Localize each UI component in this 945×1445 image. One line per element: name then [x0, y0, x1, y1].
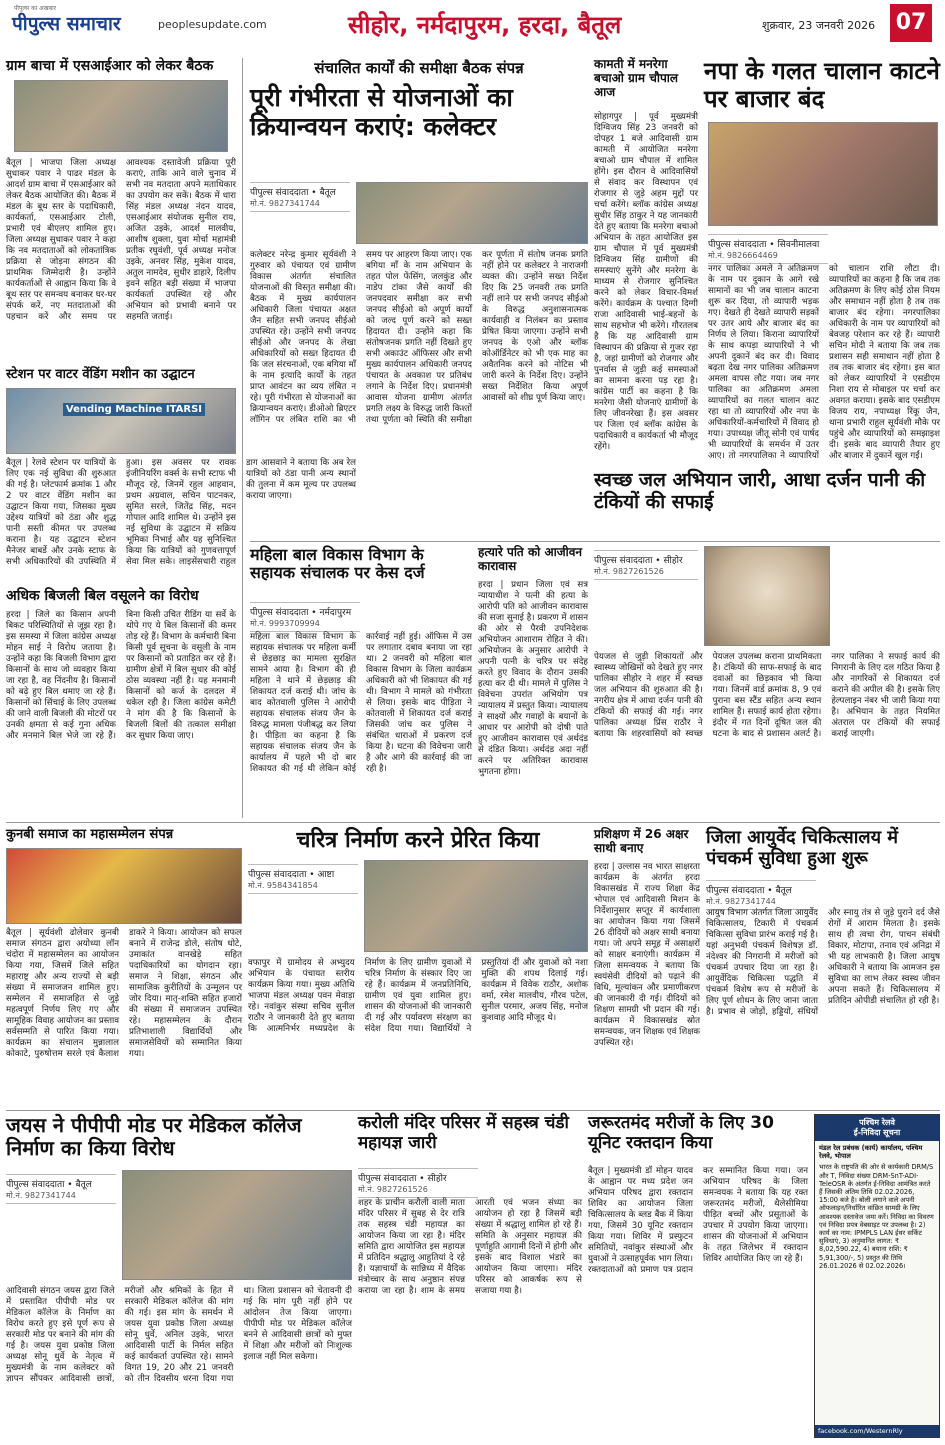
story-headline: चरित्र निर्माण करने प्रेरित किया [296, 828, 540, 853]
column-divider [242, 58, 243, 818]
story-body: पेयजल से जुड़ी शिकायतों और स्वास्थ्य जोखिमों को देखते हुए नगर पालिका सीहोर ने शहर में स्वच्छ जल अभियान की शुरुआत की है। नगरीय क्षेत्र में आधा दर्जन पानी की टंकियों की सफाई की गई। नगर पालिका अध्यक्ष प्रिंस राठौर ने बताया कि शहरवासियों को स्वच्छ पेयजल उपलब्ध कराना प्राथमिकता है। टंकियों की साफ-सफाई के बाद दवाओं का छिड़काव भी किया गया। जिनमें वार्ड क्रमांक 8, 9 एवं पुराना बस स्टैंड सहित अन्य स्थान शामिल हैं। सफाई कार्य होता रहेगा। इंदौर में गत दिनों दूषित जल की घटना के बाद से प्रशासन अलर्ट है। नगर पालिका ने सफाई कार्य की निगरानी के लिए दल गठित किया है और नागरिकों से शिकायत दर्ज कराने की अपील की है। इसके लिए हेल्पलाइन नंबर भी जारी किया गया है। अभियान के तहत नियमित अंतराल पर टंकियों की सफाई कराई जाएगी। [594, 652, 940, 739]
story-chandi-mahayagya [358, 1114, 582, 1440]
vending-machine-sign: Vending Machine ITARSI [63, 403, 205, 416]
byline-mobile: मो.नं. 9584341854 [248, 881, 318, 890]
story-headline: कुनबी समाज का महासम्मेलन संपन्न [6, 827, 174, 842]
story-headline: ग्राम बाचा में एसआईआर को लेकर बैठक [6, 58, 214, 74]
byline-mobile: मो.नं. 9993709994 [250, 619, 320, 628]
page-number: 07 [890, 4, 932, 42]
byline-reporter: पीपुल्स संवाददाता • बैतूल [706, 886, 792, 896]
story-life-imprisonment [478, 546, 588, 816]
byline-mobile: मो.नं. 9826664469 [708, 251, 778, 260]
story-body: आदिवासी संगठन जयस द्वारा जिले में प्रस्तावित पीपीपी मोड पर मेडिकल कॉलेज के निर्माण का विरोध करते हुए इसे पूर्ण रूप से सरकारी मोड पर बनाने की मांग की गई है। जयस युवा प्रकोष्ठ जिला अध्यक्ष सोनू धुर्वे के नेतृत्व में मुख्यमंत्री के नाम कलेक्टर को ज्ञापन सौंपकर आदिवासी छात्रों, मरीजों और श्रमिकों के हित में सरकारी मेडिकल कॉलेज की मांग की गई। इस मांग के समर्थन में जयस युवा प्रकोष्ठ जिला अध्यक्ष सोनू धुर्वे, अनिल उइके, भारत आदिवासी पार्टी के निर्मल सहित कई कार्यकर्ता उपस्थित रहे। सामने विगत 19, 20 और 21 जनवरी को तीन दिवसीय धरना दिया गया था। जिला प्रशासन को चेतावनी दी गई कि मांग पूरी नहीं होने पर आंदोलन तेज किया जाएगा। पीपीपी मोड पर मेडिकल कॉलेज बनने से आदिवासी छात्रों को मुफ्त में शिक्षा और मरीजों को निःशुल्क इलाज नहीं मिल सकेगा। [6, 1286, 352, 1384]
ad-office: मंडल रेल प्रबंधक (कार्य) कार्यालय, पश्चिम रेलवे, भोपाल [819, 1144, 923, 1161]
story-headline: जयस ने पीपीपी मोड पर मेडिकल कॉलेज निर्माण का किया विरोध [6, 1113, 302, 1160]
railway-tender-ad [814, 1114, 940, 1438]
story-photo [6, 388, 236, 454]
story-body: बैतूल | भाजपा जिला अध्यक्ष सुधाकर पवार ने पाढर मंडल के आदर्श ग्राम बाचा में एसआईआर को लेकर बैठक आयोजित की। बैठक में मंडल के बूथ स्तर के पदाधिकारी, कार्यकर्ता, एसआईआर टोली, प्रभारी एवं बीएलए शामिल हुए। जिला अध्यक्ष सुधाकर पवार ने कहा कि नव मतदाताओं को लोकतांत्रिक प्रक्रिया से जोड़ना संगठन की प्राथमिक जिम्मेदारी है। उन्होंने कार्यकर्ताओं से आह्वान किया कि वे बूथ स्तर पर समन्वय बनाकर घर-घर संपर्क करें, नए मतदाताओं की पहचान करें और समय पर आवश्यक दस्तावेजी प्रक्रिया पूरी कराएं, ताकि आने वाले चुनाव में सभी नव मतदाता अपने मताधिकार का उपयोग कर सकें। बैठक में धारा सिंह मंडल अध्यक्ष नंदन यादव, एसआईआर संयोजक सुनील राय, अजित उइके, आदर्श मालवीय, आशीष शुक्ला, युवा मोर्चा महामंत्री प्रतीक रघुवंशी, पूर्व अध्यक्ष मनोज उइके, अनवर सिंह, मुकेश यादव, अतुल नामदेव, सुधीर डाहारे, दिलीप इवने सहित बड़ी संख्या में भाजपा कार्यकर्ता उपस्थित रहे और अभियान को प्रभावी बनाने पर सहमति जताई। [6, 158, 236, 322]
story-photo [704, 546, 830, 646]
story-byline [358, 1168, 478, 1198]
story-headline: नपा के गलत चालान काटने पर बाजार बंद [704, 57, 940, 113]
story-body: कलेक्टर नरेन्द्र कुमार सूर्यवंशी ने गुरुवार को पंचायत एवं ग्रामीण विकास अंतर्गत संचालित योजनाओं की विस्तृत समीक्षा की। बैठक में मुख्य कार्यपालन अधिकारी जिला पंचायत अक्षत जैन सहित सभी जनपद सीईओ उपस्थित रहे। उन्होंने सभी जनपद सीईओ और जनपद के लेखा अधिकारियों को सख्त हिदायत दी कि जल संरचनाओं, एक बगिया माँ के नाम इत्यादि कार्यों के तहत प्राप्त आवंटन का व्यय लंबित न रहे। पूरी गंभीरता से योजनाओं का क्रियान्वयन कराएं। डीओओ ब्रिएटर लॉगिन पर लंबित राशि का भी समय पर आहरण किया जाए। एक बगिया माँ के नाम अभियान के तहत पोल फेंसिंग, जलकुंड और नाडेप टांका जैसे कार्यों की जनपदवार समीक्षा कर सभी जनपद सीईओ को अपूर्ण कार्यों को जल्द पूर्ण करने को सख्त हिदायत दी। उन्होंने कहा कि संतोषजनक प्रगति नहीं दिखते हुए सभी अकाउंट ऑफिसर और सभी मुख्य कार्यपालन अधिकारी जनपद पंचायत के अवकाश पर प्रतिबंध लगाने के निर्देश दिए। प्रधानमंत्री आवास योजना ग्रामीण अंतर्गत प्रगति लक्ष्य के विरुद्ध जारी किश्तों तथा पूर्णता को स्थिति की समीक्षा कर पूर्णता में संतोष जनक प्रगति नहीं होने पर कलेक्टर ने नाराजगी व्यक्त की। उन्होंने सख्त निर्देश दिए कि 25 जनवरी तक प्रगति नहीं लाने पर सभी जनपद सीईओ के विरुद्ध अनुशासनात्मक कार्यवाही व निलंबन का प्रस्ताव प्रेषित किया जाएगा। उन्होंने सभी जनपद के एओ और ब्लॉक कोऑर्डिनेटर को भी एक माह का अवैतनिक करने को नोटिस भी जारी करने के निर्देश दिए। उन्होंने सख्त निर्देशित किया अपूर्ण आवासों को शीघ्र पूर्ण किया जाए। [250, 250, 588, 425]
ad-footer-link[interactable]: facebook.com/WesternRly [815, 1425, 939, 1437]
story-byline [708, 234, 828, 264]
story-headline: स्टेशन पर वाटर वेंडिंग मशीन का उद्घाटन [6, 367, 195, 382]
story-body: सोहागपुर | पूर्व मुख्यमंत्री दिग्विजय सिंह 23 जनवरी को दोपहर 1 बजे आदिवासी ग्राम कामती में आयोजित मनरेगा बचाओ ग्राम चौपाल में शामिल होंगे। इस दौरान वे आदिवासियों से संवाद कर विस्थापन एवं रोजगार से जुड़े अहम मुद्दों पर चर्चा करेंगे। ब्लॉक कांग्रेस अध्यक्ष सुधीर सिंह ठाकुर ने यह जानकारी देते हुए बताया कि मनरेगा बचाओ अभियान के तहत आयोजित इस ग्राम चौपाल में पूर्व मुख्यमंत्री दिग्विजय सिंह ग्रामीणों की समस्याएं सुनेंगे और मनरेगा के माध्यम से रोजगार सुनिश्चित करने को लेकर विचार-विमर्श करेंगे। कार्यक्रम के पश्चात दिग्गी राजा आदिवासी भाई-बहनों के साथ सहभोज भी करेंगे। गौरतलब है कि यह आदिवासी ग्राम विस्थापन की प्रक्रिया से गुजर रहा है, जहां ग्रामीणों को रोजगार और पुनर्वास से जुड़ी कई समस्याओं का सामना करना पड़ रहा है। कांग्रेस पार्टी का कहना है कि मनरेगा जैसी योजनाएं ग्रामीणों के लिए जीवनरेखा हैं। इस अवसर पर जिला एवं ब्लॉक कांग्रेस के पदाधिकारी व कार्यकर्ता भी मौजूद रहेंगे। [594, 112, 698, 452]
story-akshar-sathi [594, 828, 700, 1106]
story-photo [708, 122, 938, 226]
story-jayas-protest [6, 1114, 352, 1440]
story-photo [356, 182, 588, 244]
byline-reporter: पीपुल्स संवाददाता • सीहोर [358, 1174, 447, 1184]
byline-mobile: मो.नं. 9827341744 [706, 897, 776, 906]
story-byline [594, 550, 698, 580]
byline-reporter: पीपुल्स संवाददाता • सीहोर [594, 556, 683, 566]
story-photo [14, 80, 228, 152]
story-character-building [248, 828, 588, 1106]
story-body: बैतूल | मुख्यमंत्री डॉ मोहन यादव के आह्वान पर मध्य प्रदेश जन अभियान परिषद द्वारा रक्तदान शिविर का आयोजन जिला चिकित्सालय के ब्लड बैंक में किया गया, जिसमें 30 यूनिट रक्तदान किया गया। शिविर में प्रस्फुटन समितियों, नवांकुर संस्थाओं और युवाओं ने उत्साहपूर्वक भाग लिया। रक्तदाताओं को प्रमाण पत्र प्रदान कर सम्मानित किया गया। जन अभियान परिषद के जिला समन्वयक ने बताया कि यह रक्त जरूरतमंद मरीजों, थैलेसीमिया पीड़ित बच्चों और प्रसूताओं के उपचार में उपयोग किया जाएगा। शासन की योजनाओं में अभियान के तहत जिलेभर में रक्तदान शिविर आयोजित किए जा रहे हैं। [588, 1166, 808, 1275]
brand-tagline: पीपुल्स का अखबार [14, 5, 57, 12]
byline-mobile: मो.नं. 9827341744 [6, 1191, 76, 1200]
story-headline: जरूरतमंद मरीजों के लिए 30 यूनिट रक्तदान किया [588, 1113, 774, 1153]
story-body: आयुष विभाग अंतर्गत जिला आयुर्वेद चिकित्सालय, टिकारी में पंचकर्म चिकित्सा सुविधा प्रारंभ कराई गई है। यहां अनुभवी पंचकर्म विशेषज्ञ डॉ. नंदेश्वर की निगरानी में मरीजों को पंचकर्म उपचार दिया जा रहा है। आयुर्वेदिक चिकित्सा पद्धति में पंचकर्म विशेष रूप से मरीजों के लिए पूर्ण शोधन के लिए जाना जाता है। प्रभाव से जोड़ों, हड्डियों, संधियों और स्नायु तंत्र से जुड़े पुराने दर्द जैसे रोगों में आराम मिलता है। इसके साथ ही त्वचा रोग, पाचन संबंधी विकार, मोटापा, तनाव एवं अनिद्रा में भी यह लाभकारी है। जिला आयुष अधिकारी ने बताया कि आमजन इस सुविधा का लाभ लेकर स्वस्थ जीवन अपना सकते हैं। चिकित्सालय में प्रतिदिन ओपीडी संचालित हो रही है। [706, 908, 940, 1017]
story-byline [250, 602, 360, 632]
story-kunbi-sammelan [6, 828, 242, 1106]
story-mnrega-chaupal [594, 58, 698, 463]
story-body: हरदा | जिले का किसान अपनी बिकट परिस्थितियों से जूझ रहा है। इस समस्या में जिला कांग्रेस अध्यक्ष मोहन साई ने विरोध जताया है। उन्होंने कहा कि बिजली विभाग द्वारा किसानों के साथ जो व्यवहार किया जा रहा है, वह निंदनीय है। किसानों को बढ़े हुए बिल थमाए जा रहे हैं। किसानों को सिंचाई के लिए उपलब्ध की जाने वाली बिजली की मोटरों पर उनकी क्षमता से कई गुना अधिक और मनमाने बिल भेजे जा रहे हैं। बिना किसी उचित रीडिंग या सर्वे के थोपे गए ये बिल किसानों की कमर तोड़ रहे हैं। विभाग के कर्मचारी बिना किसी पूर्व सूचना के वसूली के नाम पर किसानों को प्रताड़ित कर रहे हैं। ग्रामीण क्षेत्रों में बिल सुधार की कोई ठोस व्यवस्था नहीं है। यह मनमानी किसानों को कर्ज के दलदल में धकेल रही है। जिला कांग्रेस कमेटी ने मांग की है कि किसानों के बिजली बिलों की तत्काल समीक्षा कर सुधार किया जाए। [6, 610, 237, 741]
story-market-bandh [704, 58, 940, 463]
story-photo [122, 1170, 352, 1280]
story-headline: स्वच्छ जल अभियान जारी, आधा दर्जन पानी की टंकियों की सफाई [594, 469, 926, 513]
byline-reporter: पीपुल्स संवाददाता • आष्टा [248, 870, 335, 880]
byline-mobile: मो.नं. 9827261526 [594, 567, 664, 576]
story-body: बैतूल | रेलवे स्टेशन पर यात्रियों के लिए एक नई सुविधा की शुरुआत की गई है। प्लेटफार्म क्रमांक 1 और 2 पर वाटर वेंडिंग मशीन का उद्घाटन किया गया, जिसका मुख्य उद्देश्य यात्रियों को ठंडा और शुद्ध पानी सस्ती कीमत पर उपलब्ध कराना है। यह उद्घाटन स्टेशन मैनेजर बाबर्डे और उनके स्टाफ के सभी अधिकारियों की उपस्थिति में हुआ। इस अवसर पर रावक इंजीनियरिंग वर्क्स के सभी स्टाफ भी मौजूद रहे, जिनमें रहुल आहवान, प्रथम अग्रवाल, सचिन पाटनकर, सुमित सरले, जितेंद्र सिंह, मदन गोपाल आदि शामिल थे। उन्होंने इस नई सुविधा के उद्घाटन में सक्रिय भूमिका निभाई और यह सुनिश्चित किया कि यात्रियों को गुणवत्तापूर्ण सेवा मिल सके। लाइसेंसधारी राहुल डाग आसवाने ने बताया कि अब रेल यात्रियों को ठंडा पानी अन्य स्थानों की तुलना में कम मूल्य पर उपलब्ध कराया जाएगा। [6, 458, 356, 567]
brand-logo: पीपुल्स समाचार [12, 13, 121, 35]
story-headline: पूरी गंभीरता से योजनाओं का क्रियान्वयन कराएं: कलेक्टर [250, 83, 513, 141]
ad-body: भारत के राष्ट्रपति की ओर से कार्यकारी DRM/S और T, निविदा संख्या DRM-SnT-ADI-TeleOSR के अंतर्गत ई-निविदा आमंत्रित करते हैं जिसकी अंतिम तिथि 02.02.2026, 15:00 बजे है। बोली लगाने वाले अपनी ऑफलाइन/निर्धारित वांछित सामग्री के लिए आवश्यक दस्तावेज जमा करें। निविदा का विवरण एवं निविदा प्रपत्र वेबसाइट पर उपलब्ध है। 2) कार्य का नाम: IPMPLS LAN ईथर सर्किट सुविधाएं, 3) अनुमानित लागत: ₹ 8,02,590.22, 4) बयाना राशि: ₹ 5,91,300/-, 5) प्रस्तुत की तिथि 26.01.2026 से 02.02.2026। [819, 1163, 934, 1270]
story-body: वफापुर में ग्रामोदय से अभ्युदय अभियान के पंचायत स्तरीय कार्यक्रम किया गया। मुख्य अतिथि भाजपा मंडल अध्यक्ष पवन मेवाड़ा रहे। नवांकुर संस्था सचिव सुनील राठौर ने जानकारी देते हुए बताया कि आत्मनिर्भर मध्यप्रदेश के निर्माण के लिए ग्रामीण युवाओं में चरित्र निर्माण के संस्कार दिए जा रहे हैं। कार्यक्रम में जनप्रतिनिधि, ग्रामीण एवं युवा शामिल हुए। शासन की योजनाओं की जानकारी दी गई और पर्यावरण संरक्षण का संदेश दिया गया। विद्यार्थियों ने प्रस्तुतियां दीं और युवाओं को नशा मुक्ति की शपथ दिलाई गई। कार्यक्रम में विवेक राठौर, अशोक वर्मा, रमेश मालवीय, गौरव पटेल, सुनील परमार, अजय सिंह, मनोज कुशवाह आदि मौजूद थे। [248, 958, 588, 1034]
story-body: महिला बाल विकास विभाग के सहायक संचालक पर महिला कर्मी से छेड़छाड़ का मामला सुरक्षित सामने आया है। विभाग की ही महिला ने थाने में छेड़छाड़ की शिकायत दर्ज कराई थी। जांच के बाद कोतवाली पुलिस ने आरोपी सहायक संचालक संजय जैन के विरुद्ध मामला पंजीबद्ध कर लिया है। पीड़िता का कहना है कि सहायक संचालक संजय जैन के कार्यालय में पहले भी दो बार शिकायत की गई थी लेकिन कोई कार्रवाई नहीं हुई। ऑफिस में उस पर लगातार दबाव बनाया जा रहा था। 2 जनवरी को महिला बाल विकास विभाग के जिला कार्यक्रम अधिकारी को भी शिकायत की गई थी। विभाग ने मामले को गंभीरता से लिया। इसके बाद पीड़िता ने कोतवाली में शिकायत दर्ज कराई जिसकी जांच कर पुलिस ने संबंधित धाराओं में प्रकरण दर्ज किया है। घटना की विवेचना जारी है और आगे की कार्रवाई की जा रही है। [250, 632, 472, 774]
story-headline: करोली मंदिर परिसर में सहस्त्र चंडी महायज्ञ जारी [358, 1113, 569, 1153]
story-byline [6, 1174, 116, 1204]
story-headline: प्रशिक्षण में 26 अक्षर साथी बनाए [594, 827, 689, 855]
story-wcd-case [250, 546, 472, 816]
byline-mobile: मो.नं. 9827261526 [358, 1185, 428, 1194]
story-headline: हत्यारे पति को आजीवन कारावास [478, 545, 583, 573]
story-kicker: संचालित कार्यों की समीक्षा बैठक संपन्न [314, 59, 524, 77]
dateline: शुक्रवार, 23 जनवरी 2026 [762, 19, 876, 32]
section-divider [6, 822, 940, 823]
byline-reporter: पीपुल्स संवाददाता • सिवनीमालवा [708, 240, 820, 250]
story-headline: कामती में मनरेगा बचाओ ग्राम चौपाल आज [594, 57, 679, 99]
story-panchkarma [706, 828, 940, 1106]
story-blood-donation [588, 1114, 808, 1440]
ad-org: पश्चिम रेलवे [859, 1118, 895, 1127]
byline-reporter: पीपुल्स संवाददाता • बैतूल [6, 1180, 92, 1190]
story-headline: महिला बाल विकास विभाग के सहायक संचालक पर केस दर्ज [250, 545, 425, 583]
ad-subtitle: ई-निविदा सूचना [853, 1128, 901, 1137]
story-byline [706, 880, 816, 910]
story-electricity-bill [6, 588, 236, 806]
byline-reporter: पीपुल्स संवाददाता • बैतूल [250, 188, 336, 198]
site-url[interactable]: peoplesupdate.com [158, 18, 267, 31]
story-collector-review [250, 58, 588, 536]
story-byline [250, 182, 350, 212]
story-body: नगर पालिका अमले ने अतिक्रमण के नाम पर दुकान के आगे रखे सामानों का भी जब चालान काटना शुरू कर दिया, तो व्यापारी भड़क गए। देखते ही देखते व्यापारी सड़कों पर उतर आये और बाजार बंद का निर्णय ले लिया। किराना व्यापारियों के साथ कपड़ा व्यापारियों ने भी अपनी दुकानें बंद कर दी। विवाद बढ़ता देख नगर पालिका अतिक्रमण अमला वापस लौट गया। जब नगर पालिका का अतिक्रमण अमला व्यापारियों का गलत चालान काट रहा था तो व्यापारियों और नपा के अधिकारियों-कर्मचारियों में विवाद हो गया। उपाध्यक्ष जीतू सोनी एवं पार्षद भी व्यापारियों के समर्थन में उतर आए। तो नगरपालिका ने व्यापारियों को चालान राशि लौटा दी। व्यापारियों का कहना है कि जब तक अतिक्रमण के लिए कोई ठोस नियम और समाधान नहीं होता है तब तक बाजार बंद रहेगा। नगरपालिका अधिकारी के नाम पर व्यापारियों को बेवजह परेशान कर रहे हैं। व्यापारी सचिन मोदी ने बताया कि जब तक प्रशासन सही समाधान नहीं होता है तब तक बाजार बंद रहेगा। इस बात को लेकर व्यापारियों ने एसडीएम निशा राय से मोबाइल पर चर्चा कर अवगत कराया। इसके बाद एसडीएम विजय राय, नपाध्यक्ष रिंकू जैन, थाना प्रभारी राहुल सूर्यवंशी मौके पर पहुंचे और व्यापारियों को समझाइश दी। इसके बाद व्यापारी तैयार हुए और बाजार में दुकानें खुल गईं। [708, 264, 940, 461]
story-headline: अधिक बिजली बिल वसूलने का विरोध [6, 588, 199, 604]
story-photo [364, 860, 588, 952]
story-body: शहर के प्राचीन करौली वाली माता मंदिर परिसर में सुबह से देर रात्रि तक सहस्त्र चंडी महायज्ञ का आयोजन किया जा रहा है। मंदिर समिति द्वारा आयोजित इस महायज्ञ में प्रतिदिन श्रद्धालु आहुतियां दे रहे हैं। यज्ञाचार्यों के सान्निध्य में वैदिक मंत्रोच्चार के साथ अनुष्ठान संपन्न कराया जा रहा है। शाम के समय आरती एवं भजन संध्या का आयोजन हो रहा है जिसमें बड़ी संख्या में श्रद्धालु शामिल हो रहे हैं। समिति के अनुसार महायज्ञ की पूर्णाहुति आगामी दिनों में होगी और इसके बाद विशाल भंडारे का आयोजन किया जाएगा। मंदिर परिसर को आकर्षक रूप से सजाया गया है। [358, 1198, 582, 1296]
story-clean-water [594, 470, 940, 816]
story-body: हरदा | प्रधान जिला एवं सत्र न्यायाधीश ने पत्नी की हत्या के आरोपी पति को आजीवन कारावास की सजा सुनाई है। प्रकरण में शासन की ओर से पैरवी उपनिदेशक अभियोजन आशाराम रोहित ने की। अभियोजन के अनुसार आरोपी ने अपनी पत्नी के चरित्र पर संदेह करते हुए विवाद के दौरान उसकी हत्या कर दी थी। मामले में पुलिस ने विवेचना उपरांत अभियोग पत्र न्यायालय में प्रस्तुत किया। न्यायालय ने साक्ष्यों और गवाहों के बयानों के आधार पर आरोपी को दोषी पाते हुए आजीवन कारावास एवं अर्थदंड से दंडित किया। अर्थदंड अदा नहीं करने पर अतिरिक्त कारावास भुगतना होगा। [478, 580, 588, 777]
byline-reporter: पीपुल्स संवाददाता • नर्मदापुरम [250, 608, 352, 618]
story-headline: जिला आयुर्वेद चिकित्सालय में पंचकर्म सुविधा हुआ शुरू [706, 827, 899, 869]
story-byline [248, 864, 358, 894]
story-body: हरदा | उल्लास नव भारत साक्षरता कार्यक्रम के अंतर्गत हरदा विकासखंड में राज्य शिक्षा केंद्र भोपाल एवं आदिवासी मिशन के निर्देशानुसार सप्तूर में कार्यशाला का आयोजन किया गया जिसमें 26 दीदियों को अक्षर साथी बनाया गया। जो अपने समूह में असाक्षरों को साक्षर बनाएंगी। कार्यक्रम में जिला समन्वयक ने बताया कि स्वयंसेवी दीदियों को पढ़ाने की विधि, मूल्यांकन और प्रमाणीकरण की जानकारी दी गई। दीदियों को शिक्षण सामग्री भी प्रदान की गई। कार्यक्रम में विकासखंड स्रोत समन्वयक, जन शिक्षक एवं शिक्षक उपस्थित रहे। [594, 862, 700, 1048]
byline-mobile: मो.नं. 9827341744 [250, 199, 320, 208]
story-sir-meeting [6, 58, 236, 358]
section-title: सीहोर, नर्मदापुरम, हरदा, बैतूल [348, 11, 622, 39]
story-photo [6, 848, 242, 924]
section-divider [6, 1110, 940, 1111]
story-body: बैतूल | सूर्यवंशी ढोलेवार कुनबी समाज संगठन द्वारा अयोध्या लॉन चंदोरा में महासम्मेलन का आयोजन किया गया, जिसमें जिले सहित महाराष्ट्र और अन्य राज्यों से बड़ी संख्या में समाजजन शामिल हुए। सम्मेलन में समाजहित से जुड़े महत्वपूर्ण निर्णय लिए गए और सामूहिक विवाह आयोजन का प्रस्ताव सर्वसम्मति से पारित किया गया। कार्यक्रम का संचालन मुन्नालाल कोकाटे, पुरुषोत्तम सरले एवं कैलाश डाकरे ने किया। आयोजन को सफल बनाने में राजेन्द्र डोले, संतोष धोटे, उमाकांत वानखेड़े सहित पदाधिकारियों का योगदान रहा। समाज ने शिक्षा, संगठन और सामाजिक कुरीतियों के उन्मूलन पर जोर दिया। मातृ-शक्ति सहित हजारों की संख्या में समाजजन उपस्थित रहे। महासम्मेलन के दौरान प्रतिभाशाली विद्यार्थियों और समाजसेवियों को सम्मानित किया गया। [6, 928, 242, 1059]
